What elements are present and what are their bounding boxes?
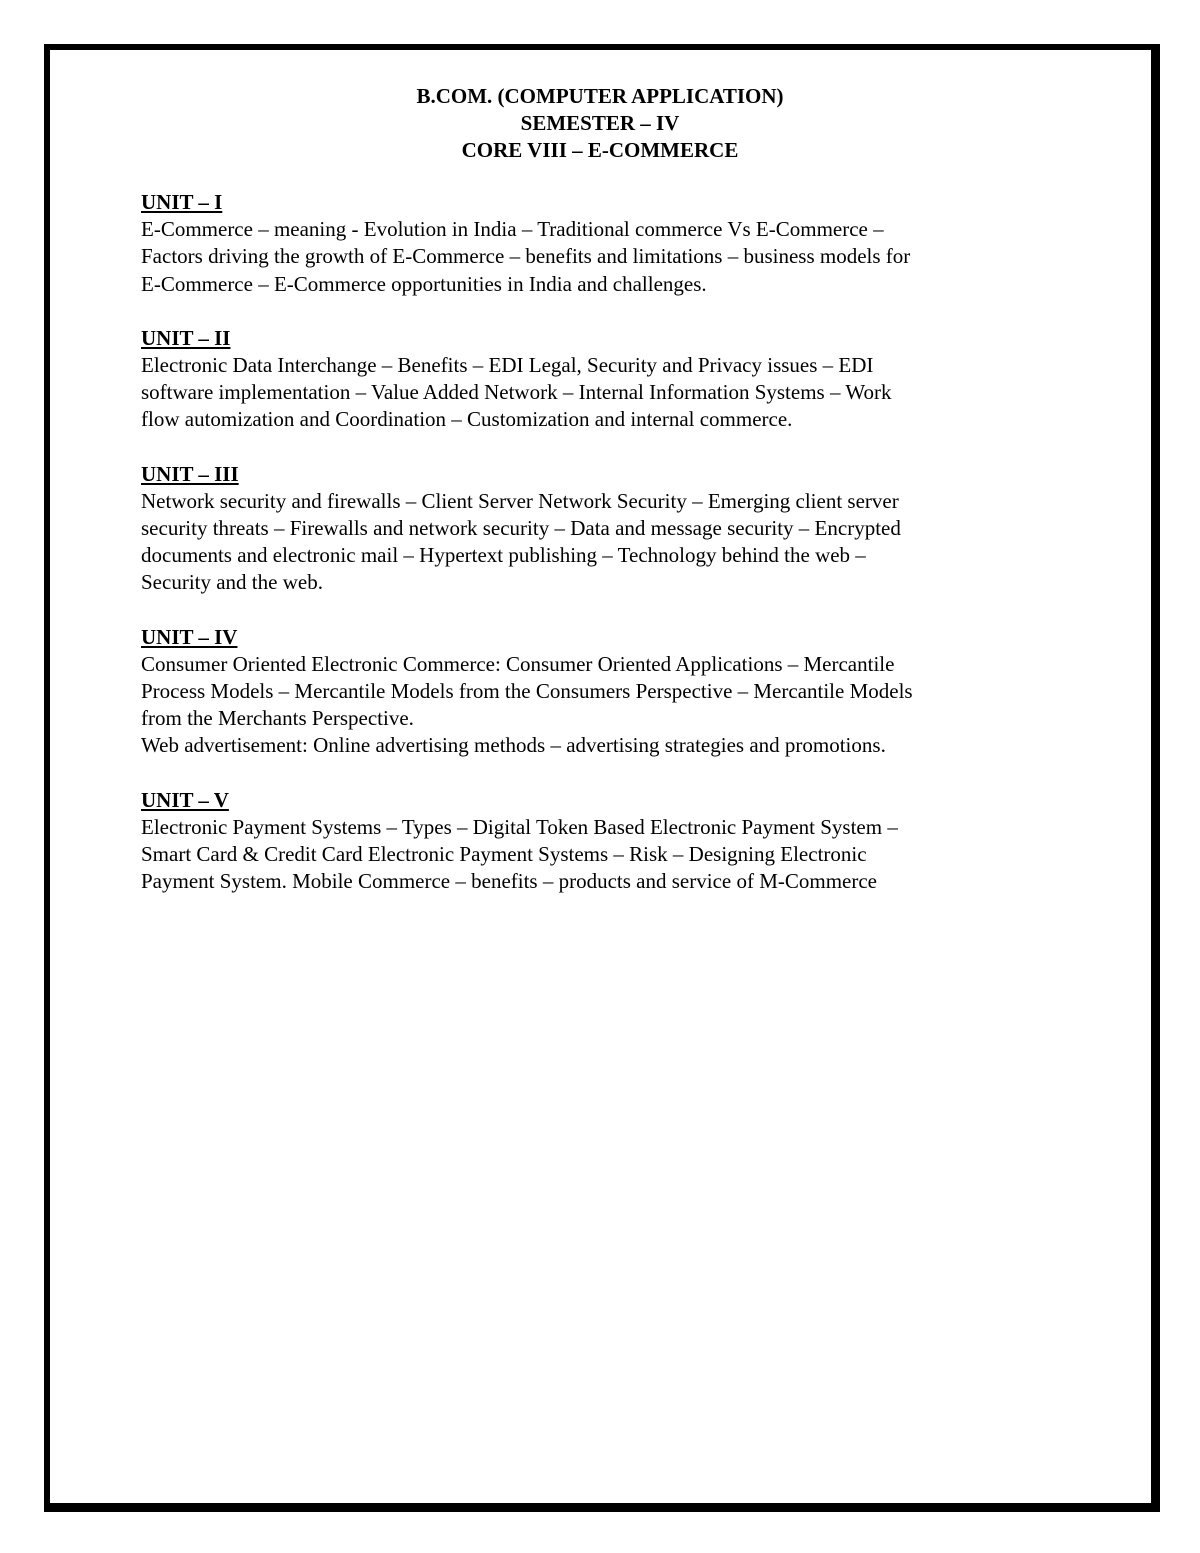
unit-3-line: Security and the web.: [141, 570, 323, 595]
unit-1-line: Factors driving the growth of E-Commerce – benefits and limitations – business models for: [141, 244, 911, 269]
unit-5-line: Payment System. Mobile Commerce – benefits – products and service of M-Commerce: [141, 869, 877, 894]
unit-1-line: E-Commerce – meaning - Evolution in India – Traditional commerce Vs E-Commerce –: [141, 217, 884, 242]
syllabus-content: [141, 189, 1021, 922]
unit-3-line: Network security and firewalls – Client Server Network Security – Emerging client server: [141, 488, 899, 513]
unit-3: [141, 461, 1021, 597]
unit-5-title: UNIT – V: [141, 787, 229, 812]
unit-2-line: flow automization and Coordination – Customization and internal commerce.: [141, 407, 793, 432]
unit-5: [141, 787, 1021, 896]
unit-3-line: documents and electronic mail – Hypertext publishing – Technology behind the web –: [141, 543, 866, 568]
unit-3-line: security threats – Firewalls and network security – Data and message security – Encrypted: [141, 516, 901, 541]
unit-2-line: Electronic Data Interchange – Benefits – EDI Legal, Security and Privacy issues – EDI: [141, 353, 874, 378]
unit-3-title: UNIT – III: [141, 461, 239, 486]
unit-4: [141, 624, 1021, 760]
unit-2-title: UNIT – II: [141, 325, 231, 350]
semester-title: SEMESTER – IV: [520, 111, 680, 135]
unit-4-title: UNIT – IV: [141, 624, 238, 649]
paper-title: CORE VIII – E-COMMERCE: [461, 138, 739, 162]
unit-2-line: software implementation – Value Added Network – Internal Information Systems – Work: [141, 380, 892, 405]
unit-5-line: Smart Card & Credit Card Electronic Payment Systems – Risk – Designing Electronic: [141, 842, 867, 867]
unit-1-title: UNIT – I: [141, 190, 223, 214]
unit-4-line: from the Merchants Perspective.: [141, 706, 414, 731]
unit-4-line: Process Models – Mercantile Models from the Consumers Perspective – Mercantile Models: [141, 679, 913, 704]
unit-1: [141, 189, 1021, 298]
unit-5-line: Electronic Payment Systems – Types – Digital Token Based Electronic Payment System –: [141, 814, 898, 839]
course-title: B.COM. (COMPUTER APPLICATION): [416, 84, 784, 108]
unit-4-line: Consumer Oriented Electronic Commerce: Consumer Oriented Applications – Mercantile: [141, 651, 895, 676]
unit-2: [141, 325, 1021, 434]
syllabus-header: [0, 83, 1200, 164]
unit-4-line: Web advertisement: Online advertising methods – advertising strategies and promotions.: [141, 733, 886, 758]
unit-1-line: E-Commerce – E-Commerce opportunities in India and challenges.: [141, 271, 707, 296]
